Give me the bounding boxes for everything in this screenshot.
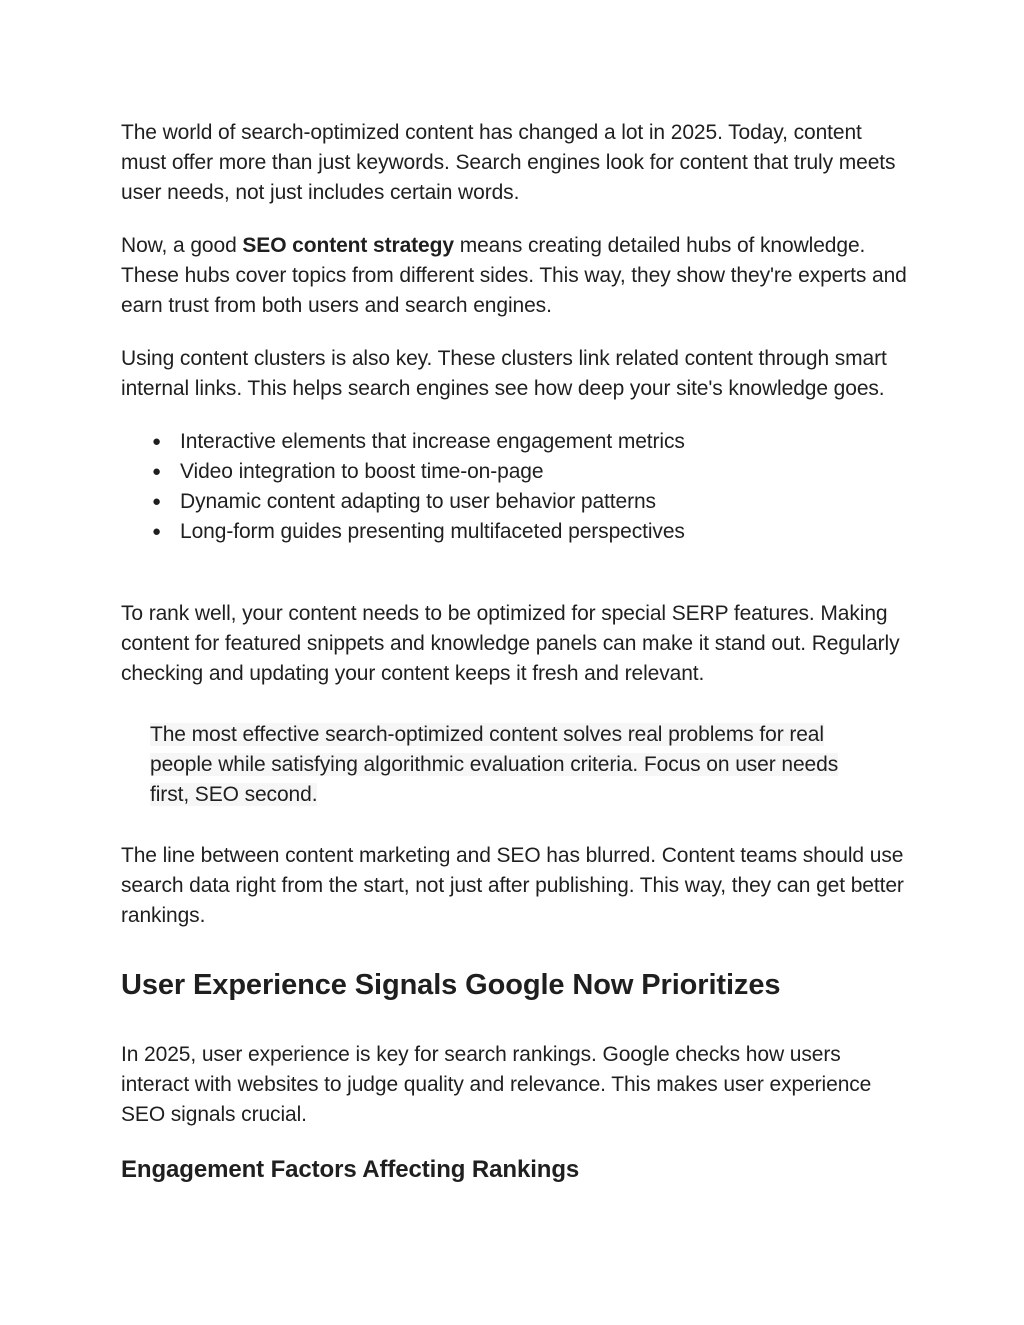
- strategy-paragraph: [121, 231, 911, 321]
- list-item: [121, 487, 911, 517]
- strategy-bold-term: SEO content strategy: [242, 234, 454, 257]
- bullet-icon: ●: [152, 493, 161, 510]
- list-item-text: Dynamic content adapting to user behavior patterns: [180, 490, 656, 513]
- subsection-heading: Engagement Factors Affecting Rankings: [121, 1156, 580, 1183]
- line-between-paragraph: The line between content marketing and SEO has blurred. Content teams should use search data right from the start, not just after publishing. This way, they can get better rankings.: [121, 844, 904, 927]
- strategy-text-before: Now, a good: [121, 234, 243, 257]
- list-item-text: Long-form guides presenting multifaceted perspectives: [180, 520, 685, 543]
- ux-intro-paragraph: In 2025, user experience is key for search rankings. Google checks how users interact with websites to judge quality and relevance. This makes user experience SEO signals crucial.: [121, 1043, 872, 1126]
- list-item-text: Video integration to boost time-on-page: [180, 460, 544, 483]
- bullet-icon: ●: [152, 523, 161, 540]
- quote-text: The most effective search-optimized content solves real problems for real people while satisfying algorithmic evaluation criteria. Focus on user needs first, SEO second.: [150, 723, 839, 806]
- bullet-icon: ●: [152, 463, 161, 480]
- list-item: [121, 427, 911, 457]
- highlighted-quote: [150, 720, 850, 810]
- list-item: [121, 457, 911, 487]
- intro-paragraph: The world of search-optimized content has changed a lot in 2025. Today, content must offer more than just keywords. Search engines look for content that truly meets user needs, not just includes certain words.: [121, 121, 896, 204]
- bullet-icon: ●: [152, 433, 161, 450]
- strategy-text-after: means creating detailed hubs of knowledge. These hubs cover topics from different sides. This way, they show they're experts and earn trust from both users and search engines.: [121, 234, 907, 317]
- list-item-text: Interactive elements that increase engagement metrics: [180, 430, 685, 453]
- feature-bullet-list: [121, 427, 911, 547]
- clusters-paragraph: Using content clusters is also key. These clusters link related content through smart internal links. This helps search engines see how deep your site's knowledge goes.: [121, 347, 887, 400]
- list-item: [121, 517, 911, 547]
- document-page: [121, 118, 911, 1185]
- serp-paragraph: To rank well, your content needs to be optimized for special SERP features. Making content for featured snippets and knowledge panels can make it stand out. Regularly checking and updating your content keeps it fresh and relevant.: [121, 602, 900, 685]
- section-heading: User Experience Signals Google Now Prioritizes: [121, 969, 781, 1001]
